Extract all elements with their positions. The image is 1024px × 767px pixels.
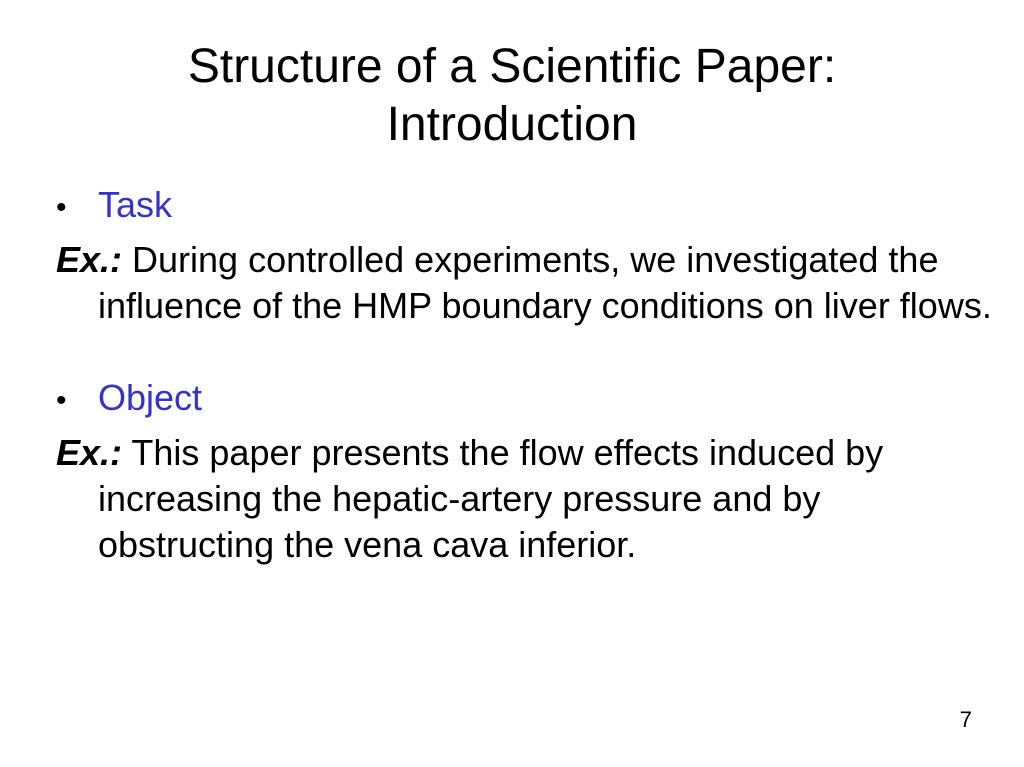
slide-title-line2: Introduction bbox=[386, 98, 638, 151]
bullet-icon: • bbox=[56, 384, 67, 417]
example-paragraph bbox=[56, 237, 996, 329]
bullet-task bbox=[56, 182, 996, 231]
slide-body bbox=[56, 182, 996, 568]
slide-title bbox=[0, 38, 1024, 154]
slide-title-line1: Structure of a Scientific Paper: bbox=[187, 40, 837, 93]
bullet-label: Task bbox=[98, 184, 173, 225]
bullet-object bbox=[56, 375, 996, 424]
example-text: During controlled experiments, we investigated the influence of the HMP boundary conditions on liver flows. bbox=[98, 239, 992, 326]
example-prefix: Ex.: bbox=[56, 432, 123, 473]
page-number: 7 bbox=[959, 707, 972, 732]
example-paragraph bbox=[56, 430, 996, 568]
example-prefix: Ex.: bbox=[56, 239, 123, 280]
example-text: This paper presents the flow effects induced by increasing the hepatic-artery pressure and by obstructing the vena cava inferior. bbox=[98, 432, 884, 565]
bullet-icon: • bbox=[56, 191, 67, 224]
bullet-label: Object bbox=[98, 377, 203, 418]
